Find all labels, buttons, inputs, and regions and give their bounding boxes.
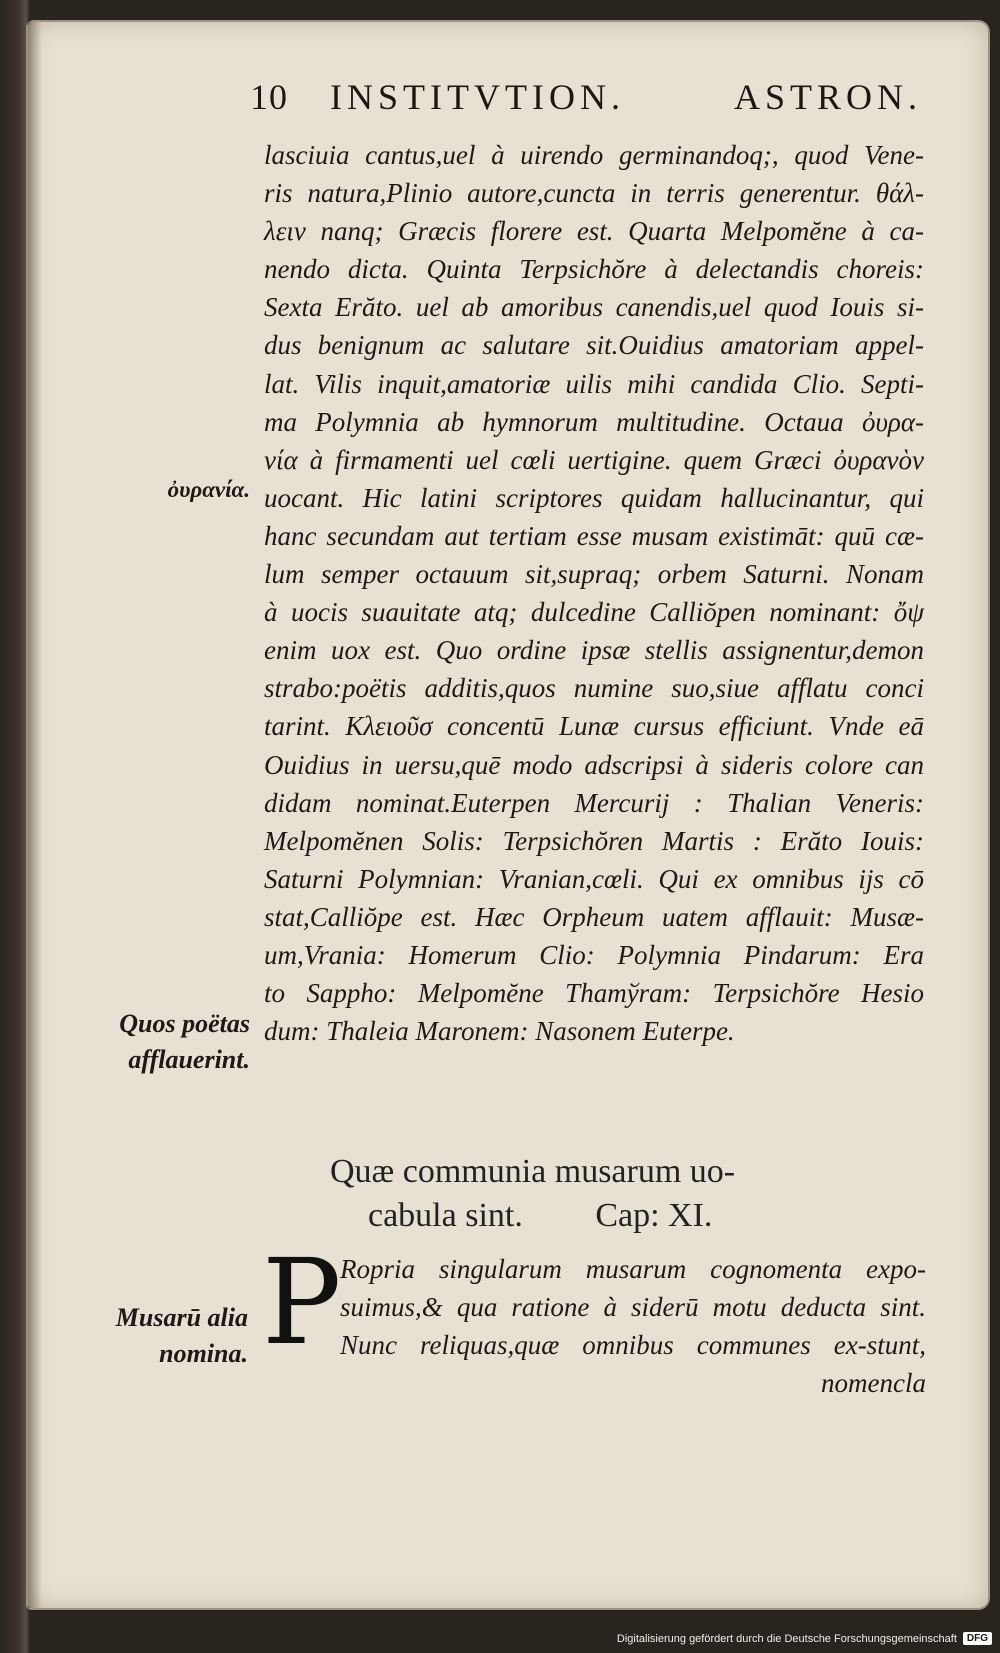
text-line: hanc secundam aut tertiam esse musam existimāt: quū cæ- bbox=[264, 520, 924, 551]
text-line: ma Polymnia ab hymnorum multitudine. Octaua ὀυρα- bbox=[264, 406, 924, 437]
chapter-number: Cap: XI. bbox=[595, 1197, 713, 1234]
text-line: stat,Calliŏpe est. Hæc Orpheum uatem afflauit: Musæ- bbox=[264, 901, 924, 932]
text-line: suimus,& qua ratione à siderū motu deducta sint. bbox=[340, 1292, 926, 1323]
text-line: um,Vrania: Homerum Clio: Polymnia Pindarum: Era bbox=[264, 939, 924, 970]
catchword: nomencla bbox=[821, 1368, 926, 1399]
text-line: lasciuia cantus,uel à uirendo germinandoq;, quod Vene- bbox=[264, 140, 924, 170]
text-line: λειν nanq; Græcis florere est. Quarta Melpomĕne à ca- bbox=[264, 216, 924, 247]
main-text-block bbox=[264, 136, 924, 1050]
footer-credit: Digitalisierung gefördert durch die Deutsche Forschungsgemeinschaft bbox=[616, 1632, 957, 1645]
text-line: Nunc reliquas,quæ omnibus communes ex-stunt, bbox=[340, 1330, 926, 1361]
margin-note-musarum-nomina bbox=[80, 1300, 248, 1372]
running-title-subject: ASTRON. bbox=[733, 77, 922, 117]
chapter-title-line: Quæ communia musarum uo- bbox=[330, 1153, 736, 1190]
page-header bbox=[250, 76, 922, 118]
running-title: INSTITVTION. bbox=[330, 77, 625, 117]
text-line: νία à firmamenti uel cœli uertigine. quem Græci ὀυρανὸν bbox=[264, 444, 924, 475]
text-line: Saturni Polymnian: Vranian,cœli. Qui ex omnibus ijs cō bbox=[264, 863, 924, 894]
digitization-footer bbox=[617, 1632, 992, 1645]
margin-note-line: Musarū alia bbox=[115, 1303, 248, 1332]
text-line: Ropria singularum musarum cognomenta expo- bbox=[340, 1254, 926, 1284]
drop-cap-initial: P bbox=[262, 1233, 342, 1371]
text-line: didam nominat.Euterpen Mercurij : Thalian Veneris: bbox=[264, 787, 924, 818]
margin-note-line: afflauerint. bbox=[128, 1045, 250, 1074]
text-line: ris natura,Plinio autore,cuncta in terris generentur. θάλ- bbox=[264, 178, 924, 209]
text-line: tarint. Κλειοῦσ concentū Lunæ cursus efficiunt. Vnde eā bbox=[264, 711, 924, 742]
text-line: dum: Thaleia Maronem: Nasonem Euterpe. bbox=[264, 1016, 735, 1047]
chapter-heading bbox=[330, 1150, 930, 1238]
spine-shadow bbox=[28, 22, 42, 1608]
text-line: dus benignum ac salutare sit.Ouidius amatoriam appel- bbox=[264, 330, 924, 361]
page-number: 10 bbox=[250, 77, 288, 117]
text-line: Sexta Erăto. uel ab amoribus canendis,uel quod Iouis si- bbox=[264, 292, 924, 323]
margin-note-quos-poetas bbox=[96, 1006, 250, 1078]
text-line: Melpomĕnen Solis: Terpsichŏren Martis : Erăto Iouis: bbox=[264, 825, 924, 856]
text-line: strabo:poëtis additis,quos numine suo,siue afflatu conci bbox=[264, 673, 924, 704]
text-line: enim uox est. Quo ordine ipsæ stellis assignentur,demon bbox=[264, 635, 924, 666]
text-line: to Sappho: Melpomĕne Thamўram: Terpsichŏre Hesio bbox=[264, 978, 924, 1009]
text-line: nendo dicta. Quinta Terpsichŏre à delectandis choreis: bbox=[264, 254, 924, 285]
text-line: lat. Vilis inquit,amatoriæ uilis mihi candida Clio. Septi- bbox=[264, 368, 924, 399]
margin-note-greek: ὀυρανία. bbox=[167, 477, 250, 502]
chapter-text-block bbox=[340, 1250, 926, 1402]
dfg-logo: DFG bbox=[963, 1632, 992, 1645]
chapter-title-line-2 bbox=[330, 1194, 930, 1238]
margin-note-line: Quos poëtas bbox=[119, 1009, 250, 1038]
text-line: lum semper octauum sit,supraq; orbem Saturni. Nonam bbox=[264, 559, 924, 590]
text-line: Ouidius in uersu,quē modo adscripsi à sideris colore can bbox=[264, 749, 924, 780]
text-line: à uocis suauitate atq; dulcedine Calliŏpen nominant: ὄψ bbox=[264, 597, 924, 628]
margin-note-line: nomina. bbox=[159, 1339, 248, 1368]
chapter-title-line: cabula sint. bbox=[368, 1197, 523, 1234]
text-line: uocant. Hic latini scriptores quidam hallucinantur, qui bbox=[264, 482, 924, 513]
